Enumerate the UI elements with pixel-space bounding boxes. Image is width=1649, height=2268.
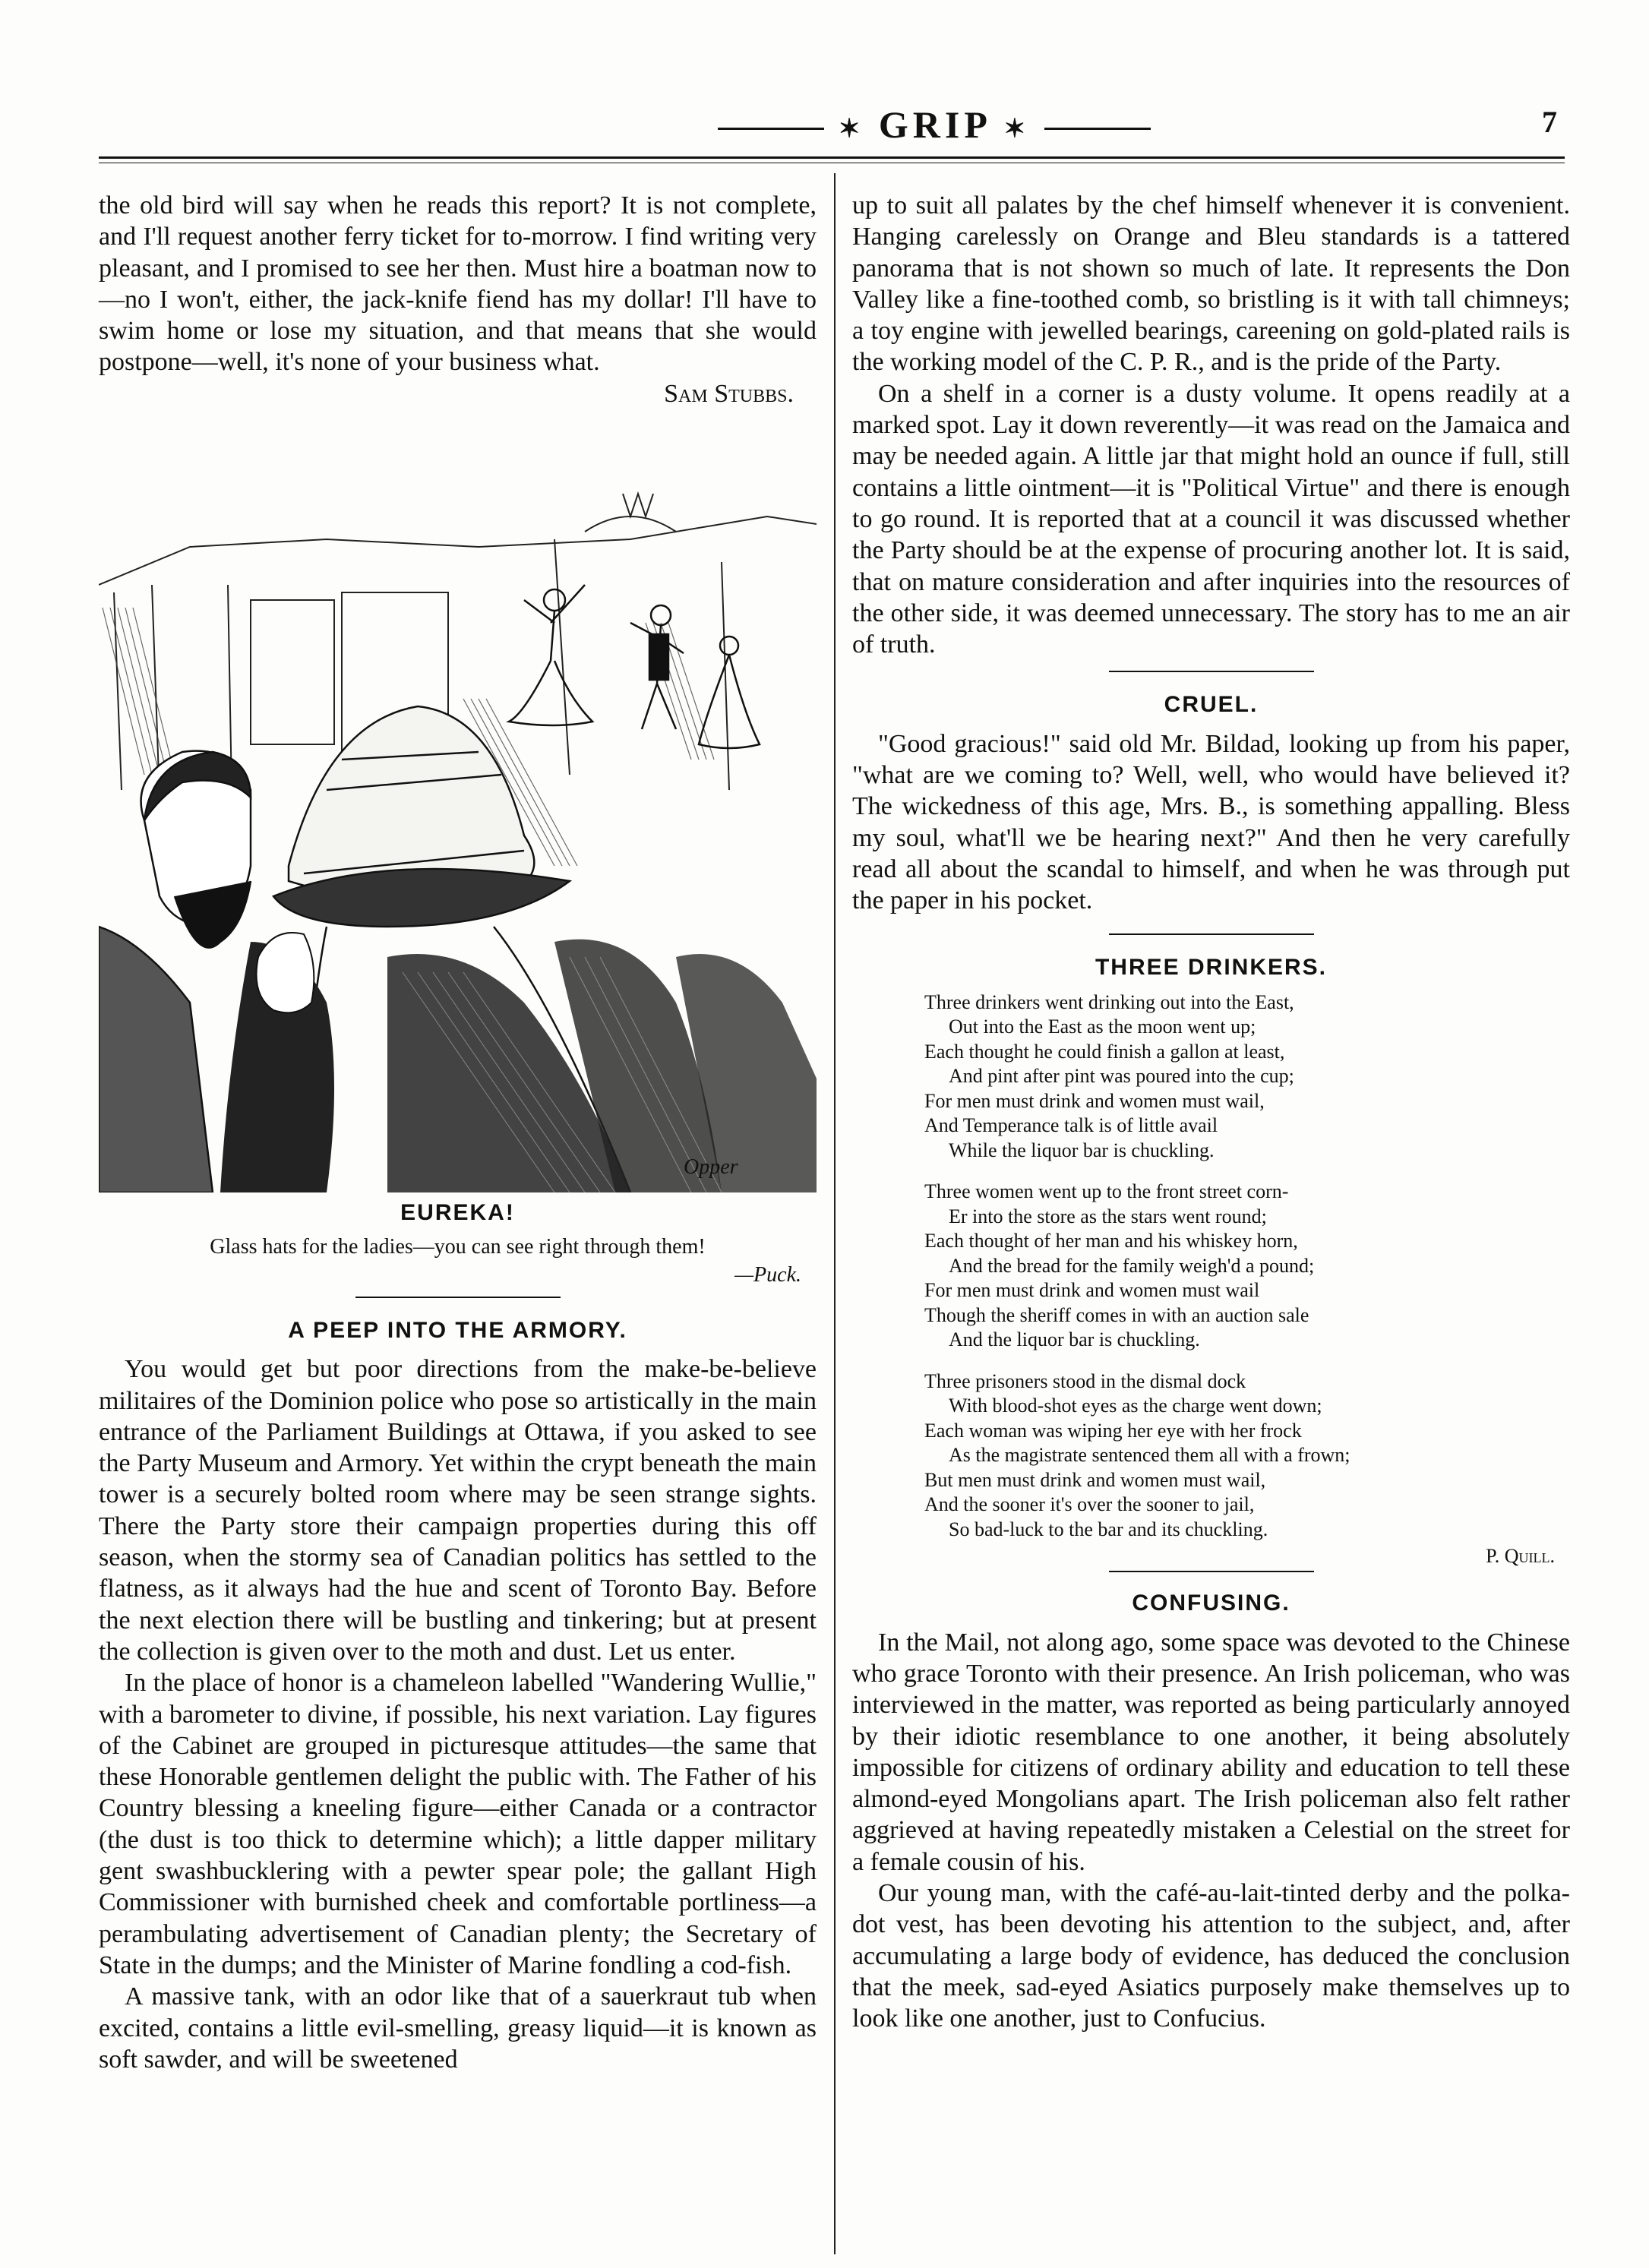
masthead-title-block <box>706 103 1162 147</box>
confusing-paragraph: In the Mail, not along ago, some space was devoted to the Chinese who grace Toronto with their presence. An Irish policeman, who was interviewed in the matter, was reported as being particularly annoyed by their idiotic resemblance to one another, it being absolutely impossible for citizens of ordinary ability and education to tell these almond-eyed Mongolians apart. The Irish policeman also felt rather aggrieved at having repeatedly mistaken a Celestial on the street for a female cousin of his. <box>852 1628 1570 1876</box>
masthead-rule <box>99 156 1565 159</box>
poem-line: Though the sheriff comes in with an auction sale <box>924 1303 1309 1326</box>
star-icon: ✶ <box>838 115 865 144</box>
intro-paragraph: the old bird will say when he reads this report? It is not complete, and I'll request another ferry ticket for to-morrow. I find writing very pleasant, and I promised to see her then. Must hire a boatman now to—no I won't, either, the jack-knife fiend has my dollar! I'll have to swim home or lose my situation, and that means that she would postpone—well, it's none of your business what. <box>99 191 817 377</box>
section-rule <box>1109 671 1314 672</box>
confusing-heading: CONFUSING. <box>1132 1590 1290 1616</box>
three-drinkers-poem <box>852 990 1517 1543</box>
poem-line: And pint after pint was poured into the cup; <box>949 1065 1294 1088</box>
section-rule <box>1109 933 1314 935</box>
cruel-heading: CRUEL. <box>1164 692 1259 718</box>
eureka-illustration <box>99 471 817 1192</box>
poem-line: Three drinkers went drinking out into the East, <box>924 990 1294 1013</box>
armory-paragraph: You would get but poor directions from the make-be-believe militaires of the Dominion police who pose so artistically in the main entrance of the Parliament Buildings at Ottawa, if you asked to see the Party Museum and Armory. Yet within the crypt beneath the main tower is a securely bolted room where may be seen strange sights. There the Party store their campaign properties during this off season, when the stormy sea of Canadian politics has settled to the flatness, as it always had the hue and scent of Toronto Bay. Before the next election there will be bustling and tinkering; but at present the collection is given over to the moth and dust. Let us enter. <box>99 1355 817 1666</box>
poem-line: Out into the East as the moon went up; <box>949 1016 1256 1038</box>
poem-line: Three prisoners stood in the dismal dock <box>924 1369 1246 1392</box>
poem-line: Each woman was wiping her eye with her frock <box>924 1419 1302 1442</box>
poem-line: Each thought of her man and his whiskey horn, <box>924 1230 1298 1252</box>
poem-line: As the magistrate sentenced them all with a frown; <box>949 1444 1350 1467</box>
poem-line: So bad-luck to the bar and its chuckling. <box>949 1518 1268 1540</box>
poem-stanza <box>924 1180 1517 1353</box>
poem-line: With blood-shot eyes as the charge went down; <box>949 1395 1322 1417</box>
poem-line: But men must drink and women must wail, <box>924 1468 1266 1491</box>
confusing-paragraph: Our young man, with the café-au-lait-tinted derby and the polka-dot vest, has been devoting his attention to the subject, and, after accumulating a large body of evidence, has deduced the conclusion that the meek, sad-eyed Asiatics purposely make themselves up to look like one another, just to Confucius. <box>852 1879 1570 2033</box>
poem-line: And the sooner it's over the sooner to jail, <box>924 1493 1255 1516</box>
poem-line: Er into the store as the stars went round; <box>949 1205 1267 1227</box>
armory-paragraph: A massive tank, with an odor like that of a sauerkraut tub when excited, contains a little evil-smelling, greasy liquid—it is known as soft sawder, and will be sweetened <box>99 1982 817 2074</box>
poem-line: And the liquor bar is chuckling. <box>949 1328 1200 1351</box>
poem-signature: P. Quill. <box>1486 1545 1555 1568</box>
intro-signature: Sam Stubbs. <box>664 379 794 408</box>
armory-continued-paragraph: up to suit all palates by the chef himself whenever it is convenient. Hanging carelessly on Orange and Bleu standards is a tattered panorama that is not shown so much of late. It represents the Don Valley like a fine-toothed comb, so bristling is it with tall chimneys; a toy engine with jewelled bearings, careening on gold-plated rails is the working model of the C. P. R., and is the pride of the Party. <box>852 191 1570 377</box>
poem-line: Three women went up to the front street corn- <box>924 1180 1289 1203</box>
poem-line: For men must drink and women must wail, <box>924 1089 1265 1112</box>
left-column-top <box>99 190 817 409</box>
section-rule <box>355 1297 561 1298</box>
poem-stanza <box>924 990 1517 1164</box>
page-number: 7 <box>1542 105 1557 139</box>
left-column-bottom <box>99 1297 817 2075</box>
caption-title: EUREKA! <box>400 1200 515 1225</box>
poem-stanza <box>924 1369 1517 1543</box>
right-column <box>852 190 1570 2034</box>
drinkers-heading: THREE DRINKERS. <box>1095 954 1328 980</box>
masthead-right-dash <box>1044 128 1151 130</box>
poem-line: And the bread for the family weigh'd a pound; <box>949 1254 1315 1277</box>
armory-paragraph: In the place of honor is a chameleon labelled "Wandering Wullie," with a barometer to divine, if possible, his next variation. Lay figures of the Cabinet are grouped in picturesque attitudes—the same that these Honorable gentlemen delight the public with. The Father of his Country blessing a kneeling figure—either Canada or a contractor (the dust is too thick to determine which); a little dapper military gent swashbucklering with a pewter spear pole; the gallant High Commissioner with burnished cheek and comfortable portliness—a perambulating advertisement of Canadian plenty; the Secretary of State in the dumps; and the Minister of Marine fondling a cod-fish. <box>99 1669 817 1979</box>
masthead-left-dash <box>718 128 824 130</box>
cruel-paragraph: "Good gracious!" said old Mr. Bildad, looking up from his paper, "what are we coming to? Well, well, who would have believed it? The wickedness of this age, Mrs. B., is something appalling. Bless my soul, what'll we be hearing next?" And then he very carefully read all about the scandal to himself, and when he was through put the paper in his pocket. <box>852 729 1570 915</box>
illustration-signature: Opper <box>684 1155 738 1179</box>
caption-text: Glass hats for the ladies—you can see right through them! <box>210 1235 706 1259</box>
masthead <box>99 103 1565 148</box>
armory-heading: A PEEP INTO THE ARMORY. <box>288 1318 627 1343</box>
poem-line: For men must drink and women must wail <box>924 1279 1260 1302</box>
caption-credit: —Puck. <box>734 1263 801 1287</box>
poem-line: While the liquor bar is chuckling. <box>949 1139 1215 1161</box>
publication-title: GRIP <box>878 103 990 146</box>
poem-line: Each thought he could finish a gallon at least, <box>924 1040 1285 1063</box>
section-rule <box>1109 1571 1314 1572</box>
star-icon: ✶ <box>1003 115 1031 144</box>
armory-continued-paragraph: On a shelf in a corner is a dusty volume. It opens readily at a marked spot. Lay it down reverently—it was read on the Jamaica and may be needed again. A little jar that might hold an ounce if full, still contains a little ointment—it is "Political Virtue" and there is enough to go round. It is reported that at a council it was discussed whether the Party should be at the expense of procuring another lot. It is said, that on mature consideration and after inquiries into the resources of the other side, it was deemed unnecessary. The story has to me an air of truth. <box>852 379 1570 659</box>
column-divider <box>834 173 836 2254</box>
poem-line: And Temperance talk is of little avail <box>924 1114 1218 1137</box>
